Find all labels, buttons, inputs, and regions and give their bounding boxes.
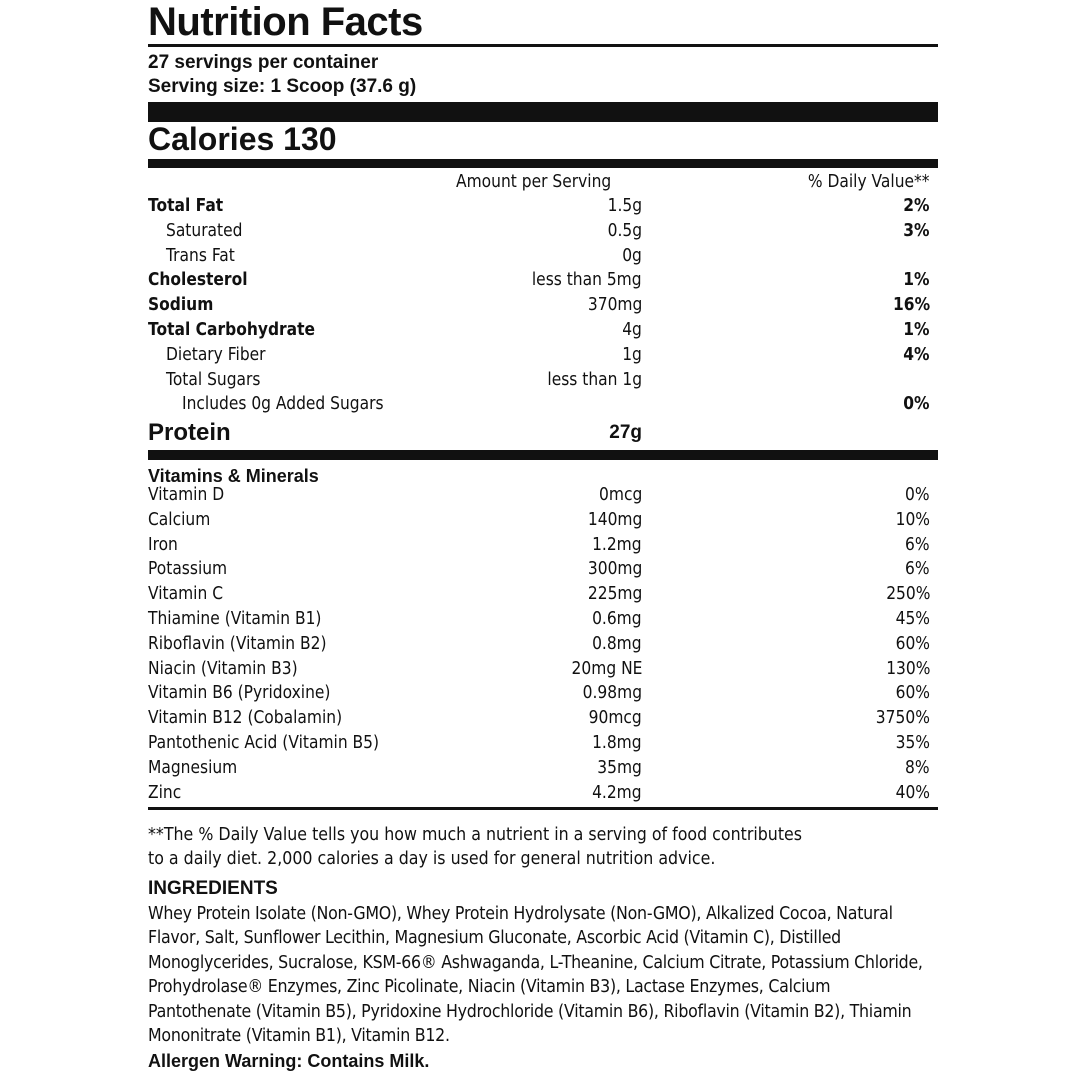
- nutrient-amount: 27g: [609, 422, 642, 443]
- nutrient-amount: 300mg: [587, 558, 642, 580]
- nutrient-name: Calcium: [148, 508, 211, 530]
- nutrient-name: Total Carbohydrate: [148, 319, 316, 340]
- nutrient-amount: 0g: [622, 244, 642, 266]
- nutrient-name: Pantothenic Acid (Vitamin B5): [148, 732, 380, 753]
- nutrient-amount: 0.8mg: [592, 632, 642, 654]
- nutrient-amount: 225mg: [587, 583, 642, 605]
- nutrient-amount: 1.2mg: [592, 533, 642, 555]
- nutrient-name: Sodium: [148, 294, 214, 316]
- ingredients-header: INGREDIENTS: [148, 878, 278, 899]
- nutrient-row-total-carbohydrate: [148, 318, 938, 343]
- nutrient-daily-value: 2%: [903, 195, 930, 216]
- nutrient-name: Protein: [148, 419, 231, 446]
- nutrient-row-calcium: [148, 508, 938, 533]
- nutrient-amount: 0.98mg: [582, 682, 642, 704]
- nutrient-daily-value: 45%: [895, 608, 930, 629]
- amount-column-header: Amount per Serving: [456, 171, 612, 192]
- nutrient-row-cholesterol: [148, 268, 938, 293]
- servings-per-container: 27 servings per container: [148, 52, 379, 73]
- nutrient-name: Saturated: [166, 219, 243, 241]
- nutrient-daily-value: 8%: [905, 756, 930, 778]
- nutrient-daily-value: 10%: [895, 508, 930, 530]
- thick-divider: [148, 102, 938, 122]
- nutrient-row-sodium: [148, 293, 938, 318]
- nutrient-amount: 0.6mg: [592, 608, 642, 629]
- ingredients-text: Whey Protein Isolate (Non-GMO), Whey Protein Hydrolysate (Non-GMO), Alkalized Cocoa, Natural Flavor, Salt, Sunflower Lecithin, Magnesium Gluconate, Ascorbic Acid (Vitamin C), Distilled Monoglycerides, Sucralose, KSM-66® Ashwaganda, L-Theanine, Calcium Citrate, Potassium Chloride, Prohydrolase® Enzymes, Zinc Picolinate, Niacin (Vitamin B3), Lactase Enzymes, Calcium Pantothenate (Vitamin B5), Pyridoxine Hydrochloride (Vitamin B6), Riboflavin (Vitamin B2), Thiamin Mononitrate (Vitamin B1), Vitamin B12.: [148, 903, 923, 1047]
- nutrient-name: Trans Fat: [166, 244, 235, 266]
- nutrient-name: Vitamin B12 (Cobalamin): [148, 707, 343, 729]
- nutrient-name: Thiamine (Vitamin B1): [148, 608, 322, 629]
- serving-size: Serving size: 1 Scoop (37.6 g): [148, 76, 417, 97]
- nutrient-amount: 90mcg: [588, 707, 642, 729]
- nutrient-amount: 0mcg: [598, 484, 642, 505]
- nutrient-row-vitamin-c: [148, 582, 938, 607]
- nutrient-row-potassium: [148, 557, 938, 582]
- nutrient-amount: 1.5g: [607, 195, 642, 216]
- title-divider: [148, 44, 938, 47]
- nutrient-daily-value: 130%: [885, 657, 930, 679]
- footnote-line-2: to a daily diet. 2,000 calories a day is used for general nutrition advice.: [148, 848, 716, 869]
- nutrient-daily-value: 6%: [905, 533, 930, 555]
- nutrient-daily-value: 6%: [905, 558, 930, 580]
- nutrient-row-riboflavin-vitamin-b2: [148, 632, 938, 657]
- nutrient-daily-value: 40%: [895, 781, 930, 803]
- nutrient-daily-value: 0%: [905, 484, 930, 505]
- nutrient-name: Total Fat: [148, 195, 224, 216]
- nutrient-row-iron: [148, 533, 938, 558]
- nutrient-name: Cholesterol: [148, 269, 248, 291]
- nutrient-daily-value: 60%: [895, 682, 930, 704]
- label-title: Nutrition Facts: [148, 0, 423, 44]
- nutrient-row-zinc: [148, 781, 938, 806]
- nutrient-amount: less than 1g: [547, 368, 642, 390]
- nutrient-row-saturated: [148, 219, 938, 244]
- nutrient-daily-value: 4%: [903, 343, 930, 365]
- nutrient-name: Vitamin B6 (Pyridoxine): [148, 682, 331, 704]
- vitamins-minerals-header: Vitamins & Minerals: [148, 466, 319, 486]
- calories: Calories 130: [148, 121, 337, 157]
- calories-divider: [148, 159, 938, 168]
- nutrient-amount: 20mg NE: [571, 657, 642, 679]
- nutrient-row-vitamin-d: [148, 483, 938, 508]
- nutrient-row-trans-fat: [148, 244, 938, 269]
- nutrient-row-protein: [148, 419, 938, 447]
- nutrient-name: Potassium: [148, 558, 228, 580]
- nutrient-daily-value: 250%: [885, 583, 930, 605]
- nutrient-daily-value: 3%: [903, 219, 930, 241]
- nutrient-amount: 370mg: [587, 294, 642, 316]
- nutrient-row-total-sugars: [148, 368, 938, 393]
- nutrient-daily-value: 0%: [903, 393, 930, 415]
- nutrient-row-vitamin-b6-pyridoxine: [148, 681, 938, 706]
- nutrition-label: [148, 0, 938, 1080]
- nutrient-row-magnesium: [148, 756, 938, 781]
- nutrient-name: Vitamin C: [148, 583, 224, 605]
- nutrient-daily-value: 35%: [895, 732, 930, 753]
- nutrient-daily-value: 1%: [903, 269, 930, 291]
- nutrient-row-vitamin-b12-cobalamin: [148, 706, 938, 731]
- nutrient-name: Zinc: [148, 781, 182, 803]
- nutrient-row-niacin-vitamin-b3: [148, 657, 938, 682]
- daily-value-column-header: % Daily Value**: [808, 171, 930, 192]
- nutrient-amount: less than 5mg: [532, 269, 642, 291]
- nutrient-name: Total Sugars: [166, 368, 261, 390]
- nutrient-name: Magnesium: [148, 756, 238, 778]
- nutrient-row-total-fat: [148, 194, 938, 219]
- nutrient-amount: 4g: [622, 319, 642, 340]
- nutrient-row-pantothenic-acid-vitamin-b5: [148, 731, 938, 756]
- nutrient-amount: 1g: [622, 343, 642, 365]
- daily-value-footnote: [148, 823, 852, 871]
- nutrient-daily-value: 3750%: [875, 707, 930, 729]
- nutrient-amount: 140mg: [587, 508, 642, 530]
- allergen-warning: Allergen Warning: Contains Milk.: [148, 1051, 430, 1071]
- footnote-line-1: **The % Daily Value tells you how much a nutrient in a serving of food contributes: [148, 824, 803, 845]
- nutrient-row-includes-0g-added-sugars: [148, 392, 938, 417]
- nutrient-daily-value: 60%: [895, 632, 930, 654]
- nutrient-amount: 35mg: [597, 756, 642, 778]
- nutrient-amount: 4.2mg: [592, 781, 642, 803]
- nutrient-name: Niacin (Vitamin B3): [148, 657, 298, 679]
- nutrient-name: Vitamin D: [148, 484, 225, 505]
- nutrient-amount: 0.5g: [607, 219, 642, 241]
- nutrient-row-dietary-fiber: [148, 343, 938, 368]
- nutrient-name: Includes 0g Added Sugars: [182, 393, 384, 415]
- vitamins-divider: [148, 807, 938, 810]
- nutrient-row-thiamine-vitamin-b1: [148, 607, 938, 632]
- nutrient-daily-value: 16%: [892, 294, 930, 316]
- nutrient-amount: 1.8mg: [592, 732, 642, 753]
- nutrient-name: Iron: [148, 533, 178, 555]
- nutrient-name: Riboflavin (Vitamin B2): [148, 632, 327, 654]
- nutrient-daily-value: 1%: [903, 319, 930, 340]
- protein-divider: [148, 450, 938, 460]
- nutrient-name: Dietary Fiber: [166, 343, 266, 365]
